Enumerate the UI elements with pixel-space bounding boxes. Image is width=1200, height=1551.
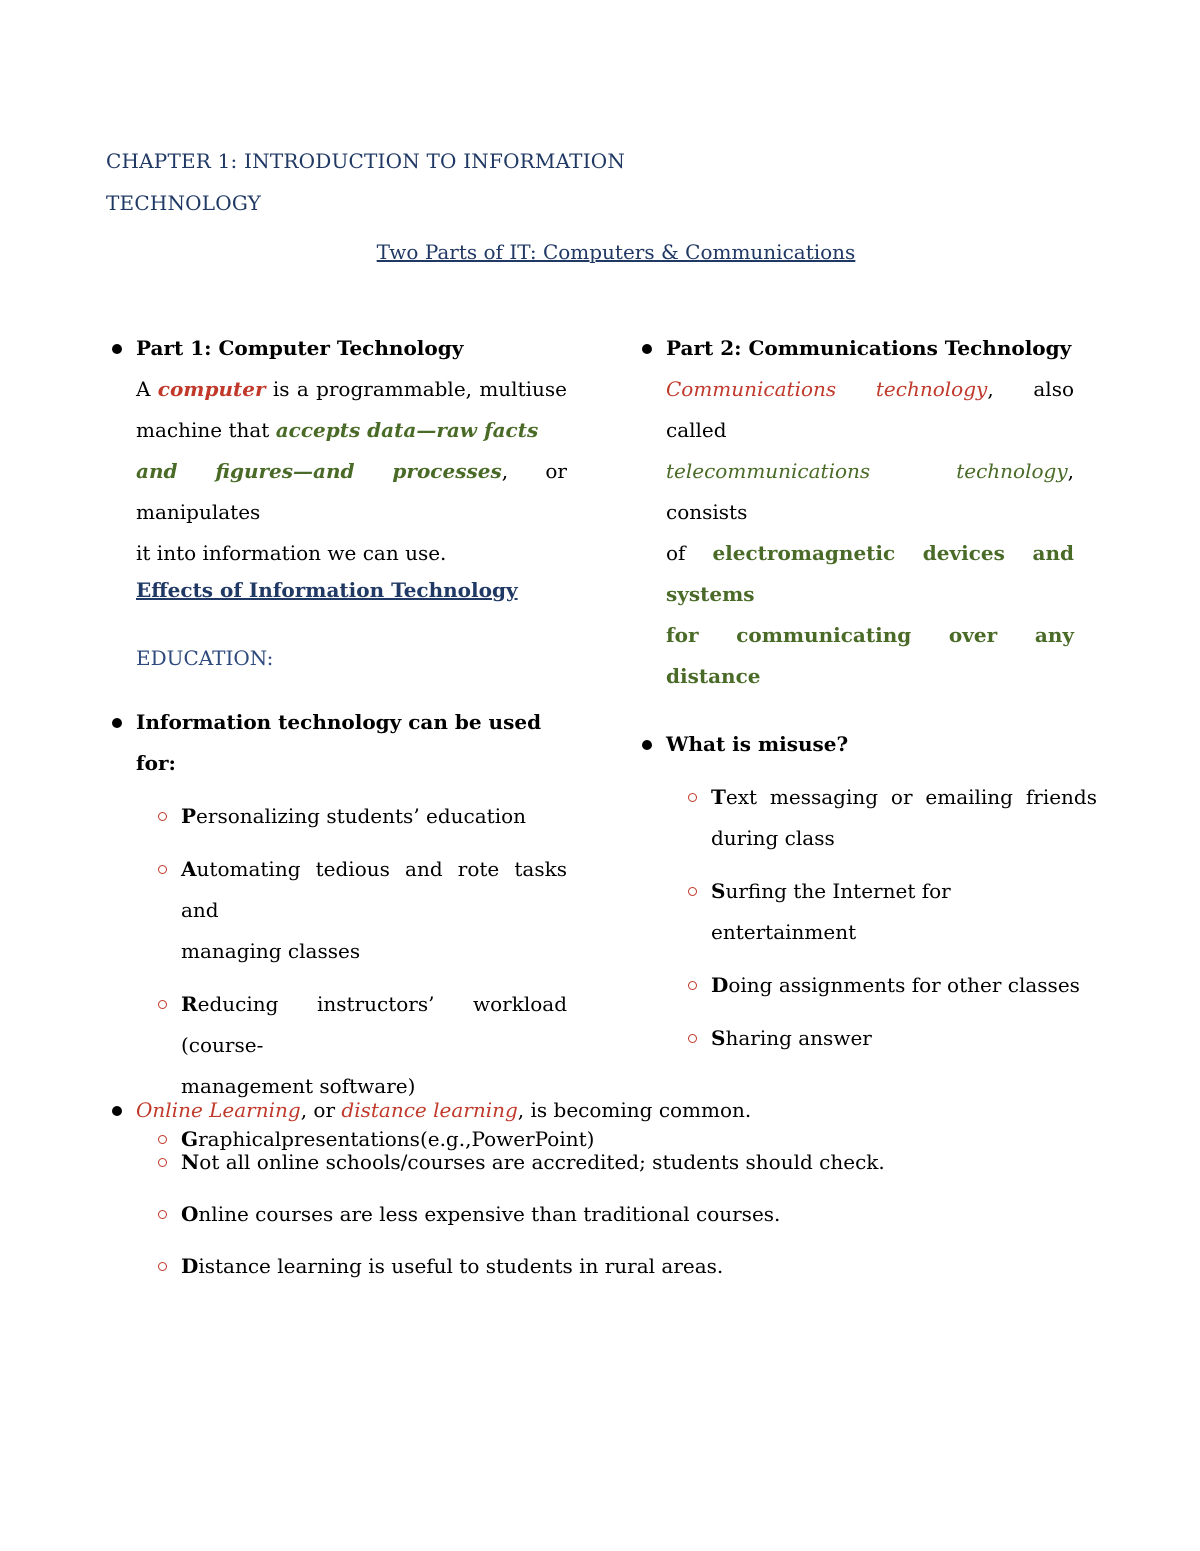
chapter-title	[106, 140, 726, 224]
list-item	[112, 849, 567, 972]
part2-line1	[666, 369, 1074, 451]
text-span: , also called	[666, 377, 1075, 442]
initial-letter: N	[181, 1150, 200, 1174]
part2-paragraph	[642, 369, 1074, 697]
list-item	[112, 1194, 1012, 1235]
effects-heading: Effects of Information Technology	[136, 578, 518, 602]
misuse-block	[642, 724, 1097, 1071]
text-span: , or	[300, 1098, 342, 1122]
item-text: ot all online schools/courses are accredited; students should check.	[199, 1150, 885, 1174]
initial-letter: O	[181, 1202, 199, 1226]
bullet-icon	[112, 344, 122, 354]
definition-emphasis: and figures—and processes	[136, 459, 502, 483]
part1-heading-item	[112, 328, 567, 369]
part1-line2	[136, 410, 567, 451]
distance-learning-term: distance learning	[341, 1098, 518, 1122]
part2-heading-item	[642, 328, 1074, 369]
initial-letter: R	[181, 992, 198, 1016]
uses-heading-item	[112, 702, 567, 784]
part2-heading: Part 2: Communications Technology	[666, 336, 1072, 360]
list-item	[642, 1018, 1097, 1059]
bullet-icon	[112, 718, 122, 728]
initial-letter: S	[711, 879, 726, 903]
circle-bullet-icon	[158, 1262, 167, 1271]
circle-bullet-icon	[688, 887, 697, 896]
initial-letter: G	[181, 1127, 199, 1151]
item-text: raphicalpresentations(e.g.,PowerPoint)	[198, 1127, 595, 1151]
initial-letter: P	[181, 804, 197, 828]
misuse-heading-item	[642, 724, 1097, 765]
list-item	[112, 1142, 1012, 1183]
item-text: urfing the Internet for entertainment	[711, 879, 951, 944]
item-text-cont: management software)	[181, 1074, 416, 1098]
part2-line4	[666, 615, 1074, 697]
uses-heading: Information technology can be used for:	[136, 710, 542, 775]
bullet-icon	[112, 1106, 122, 1116]
part1-paragraph	[112, 369, 567, 574]
circle-bullet-icon	[158, 1158, 167, 1167]
circle-bullet-icon	[158, 865, 167, 874]
item-text-cont: during class	[711, 826, 835, 850]
telecom-term: telecommunications technology	[666, 459, 1068, 483]
circle-bullet-icon	[158, 812, 167, 821]
list-item	[642, 965, 1097, 1006]
definition-emphasis: electromagnetic devices and systems	[666, 541, 1074, 606]
list-item	[112, 1246, 1012, 1287]
initial-letter: A	[181, 857, 197, 881]
circle-bullet-icon	[688, 1034, 697, 1043]
bullet-icon	[642, 740, 652, 750]
communications-term: Communications technology	[666, 377, 988, 401]
initial-letter: S	[711, 1026, 726, 1050]
part2-line2	[666, 451, 1074, 533]
item-text: istance learning is useful to students in rural areas.	[198, 1254, 724, 1278]
part1-block	[112, 328, 567, 574]
text-span: , is becoming common.	[517, 1098, 752, 1122]
online-list	[112, 1142, 1012, 1287]
item-text: oing assignments for other classes	[728, 973, 1080, 997]
misuse-list	[642, 777, 1097, 1059]
education-label: EDUCATION:	[136, 646, 274, 670]
part2-line3	[666, 533, 1074, 615]
initial-letter: T	[711, 785, 726, 809]
part1-line1	[136, 369, 567, 410]
initial-letter: D	[711, 973, 729, 997]
item-text: nline courses are less expensive than traditional courses.	[198, 1202, 781, 1226]
text-span: of	[666, 541, 713, 565]
text-span: machine that	[136, 418, 276, 442]
online-learning-term: Online Learning	[136, 1098, 301, 1122]
bullet-icon	[642, 344, 652, 354]
chapter-title-line2: TECHNOLOGY	[106, 191, 262, 215]
circle-bullet-icon	[158, 1210, 167, 1219]
definition-emphasis: accepts data—raw facts	[275, 418, 539, 442]
definition-emphasis: for communicating over any distance	[666, 623, 1074, 688]
item-text: ersonalizing students’ education	[196, 804, 527, 828]
item-text: haring answer	[725, 1026, 872, 1050]
list-item	[112, 796, 567, 837]
circle-bullet-icon	[158, 1000, 167, 1009]
part1-line3	[136, 451, 567, 533]
item-text: ext messaging or emailing friends	[725, 785, 1097, 809]
part1-line4: it into information we can use.	[136, 541, 447, 565]
circle-bullet-icon	[688, 981, 697, 990]
online-heading-item	[112, 1090, 1012, 1131]
text-span: A	[136, 377, 158, 401]
part1-heading: Part 1: Computer Technology	[136, 336, 464, 360]
list-item	[642, 871, 1097, 953]
initial-letter: D	[181, 1254, 199, 1278]
item-text-cont: managing classes	[181, 939, 361, 963]
online-learning-block	[112, 1090, 1012, 1298]
computer-term: computer	[157, 377, 266, 401]
part2-block	[642, 328, 1074, 697]
text-span: is a programmable, multiuse	[265, 377, 567, 401]
list-item	[642, 777, 1097, 859]
item-text: utomating tedious and rote tasks and	[181, 857, 567, 922]
text-span: , consists	[666, 459, 1074, 524]
list-item	[112, 984, 567, 1107]
section-subtitle: Two Parts of IT: Computers & Communications	[376, 240, 856, 264]
chapter-title-line1: CHAPTER 1: INTRODUCTION TO INFORMATION	[106, 149, 626, 173]
text-span: , or manipulates	[136, 459, 567, 524]
misuse-heading: What is misuse?	[666, 732, 849, 756]
circle-bullet-icon	[688, 793, 697, 802]
item-text: educing instructors’ workload (course-	[181, 992, 567, 1057]
